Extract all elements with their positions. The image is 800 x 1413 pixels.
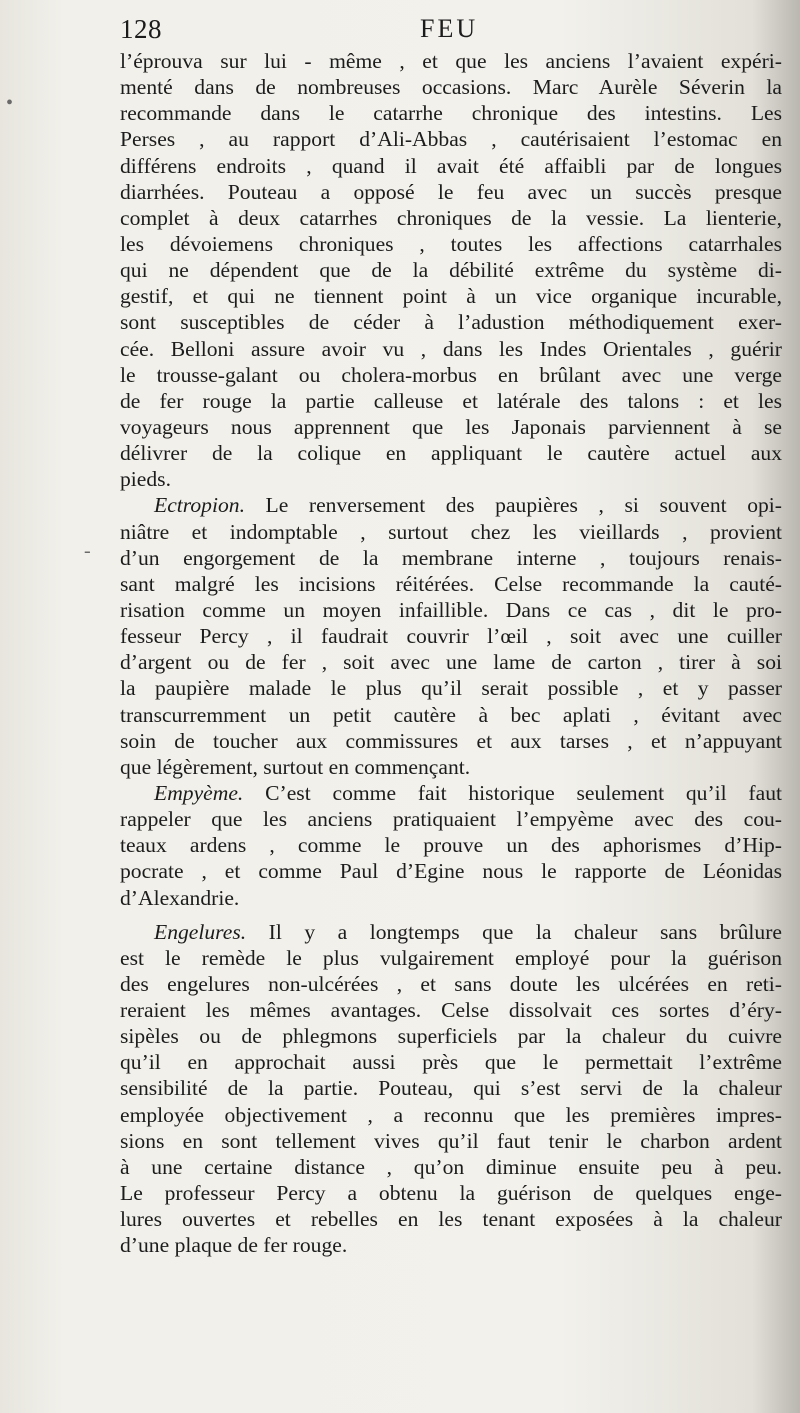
text-line: sensibilité de la partie. Pouteau, qui s’est servi de la chaleur <box>120 1076 782 1101</box>
entry-term: Engelures. <box>154 919 247 944</box>
text-line-first <box>120 780 782 806</box>
text-line: cée. Belloni assure avoir vu , dans les Indes Orientales , guérir <box>120 336 782 361</box>
text-line: qui ne dépendent que de la débilité extrême du système di- <box>120 258 782 283</box>
text-line-first <box>120 492 782 518</box>
margin-dash: - <box>84 540 91 562</box>
text-line: sant malgré les incisions réitérées. Celse recommande la cauté- <box>120 571 782 596</box>
text-line: le trousse-galant ou cholera-morbus en brûlant avec une verge <box>120 362 782 387</box>
text-line: d’Alexandrie. <box>120 885 240 910</box>
text-line: que légèrement, surtout en commençant. <box>120 754 471 779</box>
text-line: différens endroits , quand il avait été affaibli par de longues <box>120 153 782 178</box>
text-line-first <box>120 919 782 945</box>
text-run: Il y a longtemps que la chaleur sans brûlure <box>246 919 782 944</box>
text-line: de fer rouge la partie calleuse et latérale des talons : et les <box>120 388 782 413</box>
text-line: reraient les mêmes avantages. Celse dissolvait ces sortes d’éry- <box>120 998 782 1023</box>
paragraph-empyeme <box>120 780 782 911</box>
page-number: 128 <box>120 14 162 44</box>
text-line: des engelures non-ulcérées , et sans doute les ulcérées en reti- <box>120 971 782 996</box>
page-header <box>120 12 760 46</box>
entry-term: Ectropion. <box>154 493 245 518</box>
text-line: d’une plaque de fer rouge. <box>120 1233 348 1258</box>
text-line: gestif, et qui ne tiennent point à un vice organique incurable, <box>120 284 782 309</box>
paragraph-engelures <box>120 919 782 1259</box>
text-line: pocrate , et comme Paul d’Egine nous le rapporte de Léonidas <box>120 859 782 884</box>
text-line: qu’il en approchait aussi près que le permettait l’extrême <box>120 1050 782 1075</box>
text-line: rappeler que les anciens pratiquaient l’empyème avec des cou- <box>120 807 782 832</box>
entry-term: Empyème. <box>154 780 244 805</box>
text-line: délivrer de la colique en appliquant le cautère actuel aux <box>120 441 782 466</box>
text-line: transcurremment un petit cautère à bec aplati , évitant avec <box>120 702 782 727</box>
text-line: complet à deux catarrhes chroniques de la vessie. La lienterie, <box>120 205 782 230</box>
text-line: est le remède le plus vulgairement employé pour la guérison <box>120 945 782 970</box>
text-line: risation comme un moyen infaillible. Dans ce cas , dit le pro- <box>120 597 782 622</box>
text-line: à une certaine distance , qu’on diminue ensuite peu à peu. <box>120 1154 782 1179</box>
paragraph-ectropion <box>120 492 782 780</box>
text-line: fesseur Percy , il faudrait couvrir l’œil , soit avec une cuiller <box>120 624 782 649</box>
paragraph-continuation <box>120 48 782 492</box>
body-text <box>120 48 782 1258</box>
text-run: Le renversement des paupières , si souvent opi- <box>244 493 782 518</box>
text-run: C’est comme fait historique seulement qu’il faut <box>243 780 782 805</box>
text-line: recommande dans le catarrhe chronique des intestins. Les <box>120 101 782 126</box>
text-line: voyageurs nous apprennent que les Japonais parviennent à se <box>120 414 782 439</box>
text-line: employée objectivement , a reconnu que les premières impres- <box>120 1102 782 1127</box>
text-line: pieds. <box>120 467 171 492</box>
text-line: sipèles ou de phlegmons superficiels par la chaleur du cuivre <box>120 1024 782 1049</box>
running-head: FEU <box>420 14 479 43</box>
margin-dot: • <box>6 92 14 114</box>
text-line: lures ouvertes et rebelles en les tenant exposées à la chaleur <box>120 1207 782 1232</box>
text-line: les dévoiemens chroniques , toutes les affections catarrhales <box>120 231 782 256</box>
text-line: niâtre et indomptable , surtout chez les vieillards , provient <box>120 519 782 544</box>
text-line: menté dans de nombreuses occasions. Marc Aurèle Séverin la <box>120 75 782 100</box>
text-line: soin de toucher aux commissures et aux tarses , et n’appuyant <box>120 728 782 753</box>
text-line: Le professeur Percy a obtenu la guérison de quelques enge- <box>120 1181 782 1206</box>
text-line: sions en sont tellement vives qu’il faut tenir le charbon ardent <box>120 1128 782 1153</box>
text-line: d’argent ou de fer , soit avec une lame de carton , tirer à soi <box>120 650 782 675</box>
text-line: d’un engorgement de la membrane interne , toujours renais- <box>120 545 782 570</box>
text-line: teaux ardens , comme le prouve un des aphorismes d’Hip- <box>120 833 782 858</box>
text-line: Perses , au rapport d’Ali-Abbas , cautérisaient l’estomac en <box>120 127 782 152</box>
text-line: la paupière malade le plus qu’il serait possible , et y passer <box>120 676 782 701</box>
text-line: l’éprouva sur lui - même , et que les anciens l’avaient expéri- <box>120 49 782 73</box>
text-line: sont susceptibles de céder à l’adustion méthodiquement exer- <box>120 310 782 335</box>
text-line: diarrhées. Pouteau a opposé le feu avec un succès presque <box>120 179 782 204</box>
